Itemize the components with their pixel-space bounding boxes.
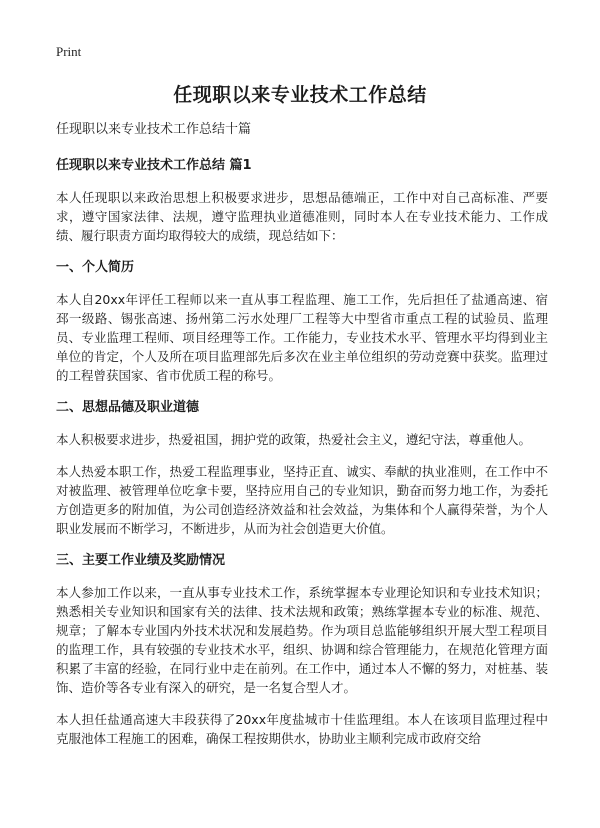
section-paragraph: 本人担任盐通高速大丰段获得了20xx年度盐城市十佳监理组。本人在该项目监理过程中克服池体工程施工的困难，确保工程按期供水，协助业主顺利完成市政府交给 [56,712,548,746]
intro-paragraph: 本人任现职以来政治思想上积极要求进步，思想品德端正，工作中对自己高标准、严要求，遵守国家法律、法规，遵守监理执业道德准则，同时本人在专业技术能力、工作成绩、履行职责方面均取得较大的成绩，现总结如下： [56,190,548,243]
print-link[interactable]: Print [56,44,82,59]
document-subtitle: 任现职以来专业技术工作总结十篇 [56,122,252,137]
document-body [56,120,548,761]
article-heading: 任现职以来专业技术工作总结 篇1 [56,158,252,173]
document-title: 任现职以来专业技术工作总结 [173,84,427,106]
section-heading-achievements: 三、主要工作业绩及奖励情况 [56,553,226,568]
section-paragraph: 本人自20xx年评任工程师以来一直从事工程监理、施工工作，先后担任了盐通高速、宿邳一级路、锡张高速、扬州第二污水处理厂工程等大中型省市重点工程的试验员、监理员、专业监理工程师、项目经理等工作。工作能力，专业技术水平、管理水平均得到业主单位的肯定，个人及所在项目监理部先后多次在业主单位组织的劳动竞赛中获奖。监理过的工程曾获国家、省市优质工程的称号。 [56,292,548,383]
section-heading-ethics: 二、思想品德及职业道德 [56,400,200,415]
section-paragraph: 本人热爱本职工作，热爱工程监理事业，坚持正直、诚实、奉献的执业准则，在工作中不对被监理、被管理单位吃拿卡要，坚持应用自己的专业知识，勤奋而努力地工作，为委托方创造更多的附加值，为公司创造经济效益和社会效益，为集体和个人赢得荣誉，为个人职业发展而不断学习，不断进步，从而为社会创造更大价值。 [56,464,548,536]
section-paragraph: 本人参加工作以来，一直从事专业技术工作，系统掌握本专业理论知识和专业技术知识；熟悉相关专业知识和国家有关的法律、技术法规和政策；熟练掌握本专业的标准、规范、规章；了解本专业国内外技术状况和发展趋势。作为项目总监能够组织开展大型工程项目的监理工作，具有较强的专业技术水平，组织、协调和综合管理能力，在规范化管理方面积累了丰富的经验，在同行业中走在前列。在工作中，通过本人不懈的努力，对桩基、装饰、造价等各专业有深入的研究，是一名复合型人才。 [56,585,548,695]
section-paragraph: 本人积极要求进步，热爱祖国，拥护党的政策，热爱社会主义，遵纪守法，尊重他人。 [56,432,532,447]
section-heading-resume: 一、个人简历 [56,260,135,275]
